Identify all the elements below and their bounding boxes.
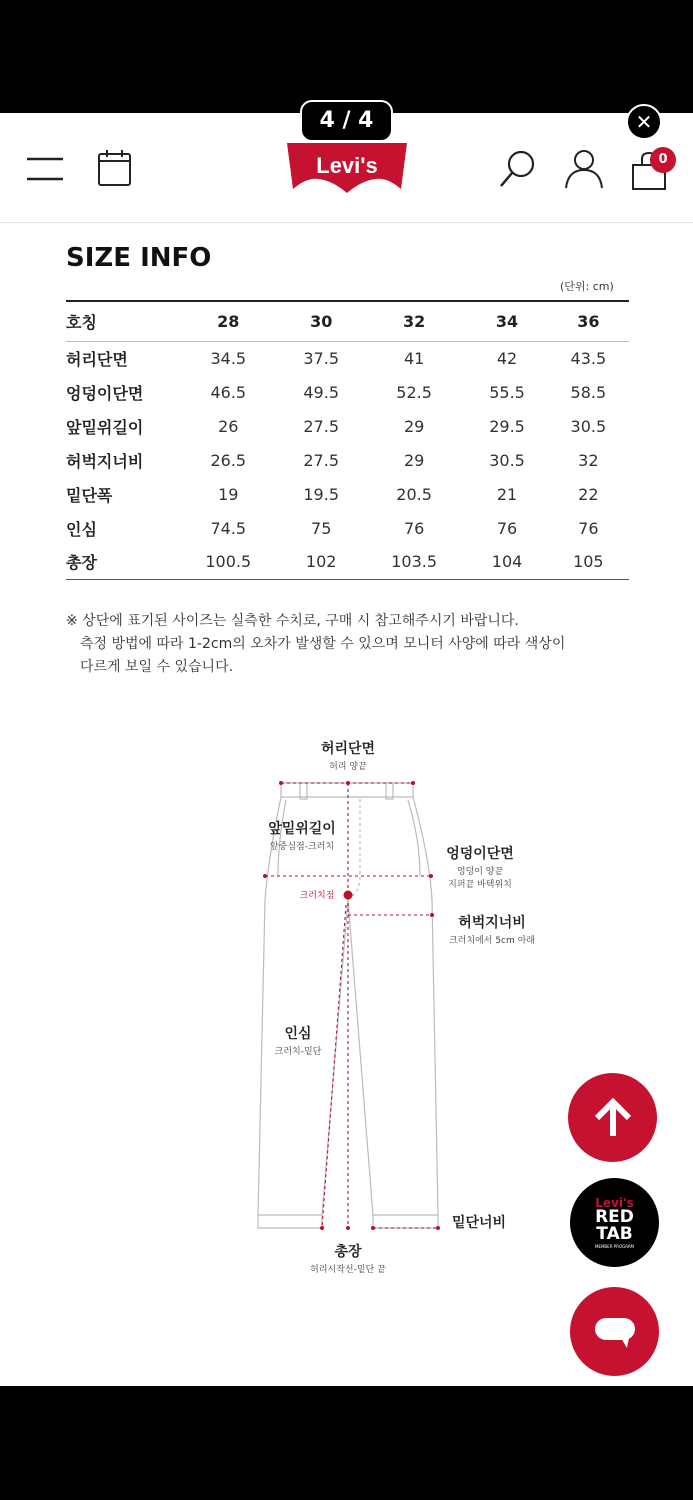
table-cell: 75: [311, 518, 332, 538]
image-counter: 4 / 4: [300, 100, 393, 142]
table-cell: 29.5: [489, 416, 525, 436]
column-header: 30: [281, 301, 362, 341]
unit-label: (단위: cm): [560, 280, 614, 293]
label-inseam: 인심 크러치-밑단: [274, 1026, 322, 1057]
table-cell: 27.5: [303, 416, 339, 436]
column-header: 32: [362, 301, 467, 341]
cart-count-badge: 0: [650, 147, 676, 173]
redtab-tab: TAB: [596, 1223, 633, 1244]
redtab-sub: MEMBER PROGRAM: [595, 1243, 634, 1249]
note-line: 측정 방법에 따라 1-2cm의 오차가 발생할 수 있으며 모니터 사양에 따라 색상이: [80, 636, 566, 652]
table-cell: 43.5: [570, 348, 607, 368]
logo-text: Levi's: [316, 153, 378, 178]
table-cell: 22: [578, 484, 599, 504]
table-cell: 76: [403, 518, 425, 538]
table-cell: 21: [496, 484, 518, 504]
table-cell: 37.5: [303, 348, 339, 368]
red-tab-button[interactable]: [570, 1178, 659, 1267]
table-cell: 74.5: [210, 518, 247, 538]
table-cell: 29: [403, 416, 425, 436]
table-cell: 46.5: [210, 382, 247, 402]
table-cell: 42: [496, 348, 518, 368]
table-cell: 58.5: [570, 382, 607, 402]
table-cell: 41: [403, 348, 425, 368]
column-header: 36: [548, 301, 629, 341]
table-cell: 102: [305, 552, 337, 572]
table-cell: 32: [578, 450, 599, 470]
row-label: 인심: [66, 519, 97, 539]
redtab-red: RED: [595, 1206, 634, 1227]
scroll-to-top-button[interactable]: [568, 1073, 657, 1162]
table-cell: 20.5: [396, 484, 432, 504]
column-header: 28: [176, 301, 281, 341]
size-info-title: SIZE INFO: [66, 243, 212, 273]
row-label: 앞밑위길이: [66, 417, 144, 437]
table-cell: 100.5: [205, 552, 252, 572]
column-header: 호칭: [66, 301, 176, 341]
label-crotch: 크러치점: [299, 891, 335, 901]
close-icon: ✕: [635, 110, 653, 134]
label-hem: 밑단너비: [451, 1215, 507, 1231]
row-label: 엉덩이단면: [66, 383, 144, 403]
table-cell: 104: [491, 552, 523, 572]
chat-icon: [591, 1312, 639, 1352]
table-cell: 30.5: [570, 416, 607, 436]
arrow-up-icon: [591, 1096, 635, 1140]
table-cell: 76: [496, 518, 518, 538]
table-cell: 19: [218, 484, 239, 504]
table-cell: 103.5: [391, 552, 438, 572]
column-header: 34: [466, 301, 547, 341]
table-cell: 34.5: [210, 348, 247, 368]
label-length: 총장 허리시작선-밑단 끝: [310, 1244, 386, 1275]
table-cell: 26.5: [210, 450, 247, 470]
table-cell: 105: [573, 552, 604, 572]
row-label: 허벅지너비: [66, 451, 144, 471]
note-line: 다르게 보일 수 있습니다.: [80, 659, 234, 675]
row-label: 총장: [66, 553, 97, 573]
table-cell: 55.5: [489, 382, 525, 402]
table-cell: 49.5: [303, 382, 339, 402]
label-waist: 허리단면 허리 양끝: [320, 741, 376, 772]
table-cell: 27.5: [303, 450, 339, 470]
label-front-rise: 앞밑위길이 앞중심점-크러치: [268, 821, 336, 852]
row-label: 밑단폭: [66, 485, 113, 505]
table-cell: 26: [218, 416, 239, 436]
table-cell: 52.5: [396, 382, 432, 402]
table-cell: 29: [403, 450, 425, 470]
chat-button[interactable]: [570, 1287, 659, 1376]
crotch-point: [344, 891, 353, 900]
label-hip: 엉덩이단면 엉덩이 양끝 지퍼끝 바텍위치: [446, 846, 514, 890]
row-label: 허리단면: [66, 349, 128, 369]
redtab-brand: Levi's: [595, 1195, 634, 1210]
note-line: ※ 상단에 표기된 사이즈는 실측한 수치로, 구매 시 참고해주시기 바랍니다.: [66, 613, 519, 629]
close-button[interactable]: [626, 104, 662, 140]
table-cell: 76: [578, 518, 599, 538]
label-thigh: 허벅지너비 크러치에서 5cm 아래: [448, 915, 536, 946]
table-cell: 30.5: [489, 450, 525, 470]
table-cell: 19.5: [303, 484, 339, 504]
